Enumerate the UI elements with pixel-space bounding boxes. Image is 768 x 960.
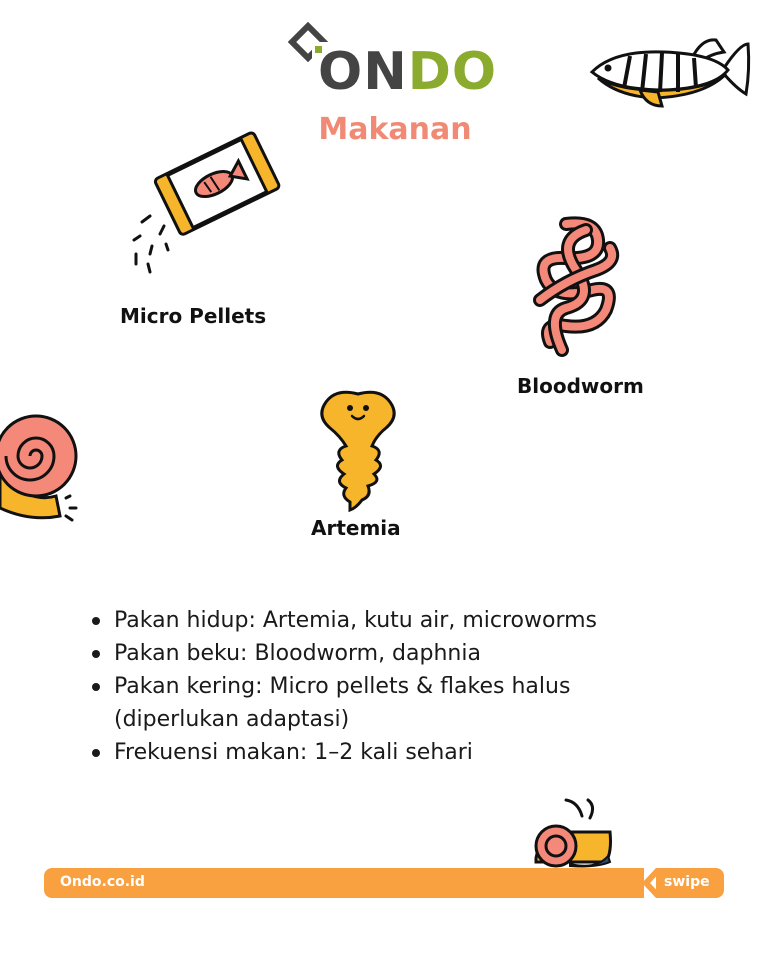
food-label-bloodworm: Bloodworm [517, 374, 644, 398]
food-label-micro-pellets: Micro Pellets [120, 304, 267, 328]
list-item: Pakan hidup: Artemia, kutu air, microworms [92, 604, 692, 637]
bloodworm-icon [526, 210, 626, 360]
logo-wordmark [318, 42, 498, 102]
list-item-continuation: (diperlukan adaptasi) [114, 707, 350, 732]
list-item: Pakan beku: Bloodworm, daphnia [92, 637, 692, 670]
fish-icon [584, 30, 754, 110]
logo-text-on: ON [318, 42, 408, 102]
chevron-left-icon [624, 868, 664, 898]
food-label-artemia: Artemia [311, 516, 401, 540]
feeding-list [92, 604, 692, 769]
food-packet-icon [122, 126, 282, 276]
snail-small-icon [526, 796, 618, 868]
swipe-button[interactable]: swipe [664, 874, 710, 890]
brand-logo [288, 22, 498, 102]
logo-text-do: DO [407, 42, 498, 102]
list-item: Frekuensi makan: 1–2 kali sehari [92, 736, 692, 769]
page-title: Makanan [318, 112, 472, 147]
artemia-icon [310, 384, 406, 514]
footer-site-link[interactable]: Ondo.co.id [60, 874, 145, 890]
snail-icon [0, 404, 84, 522]
list-item: Pakan kering: Micro pellets & flakes halus [92, 670, 692, 703]
footer-bar [44, 868, 724, 898]
